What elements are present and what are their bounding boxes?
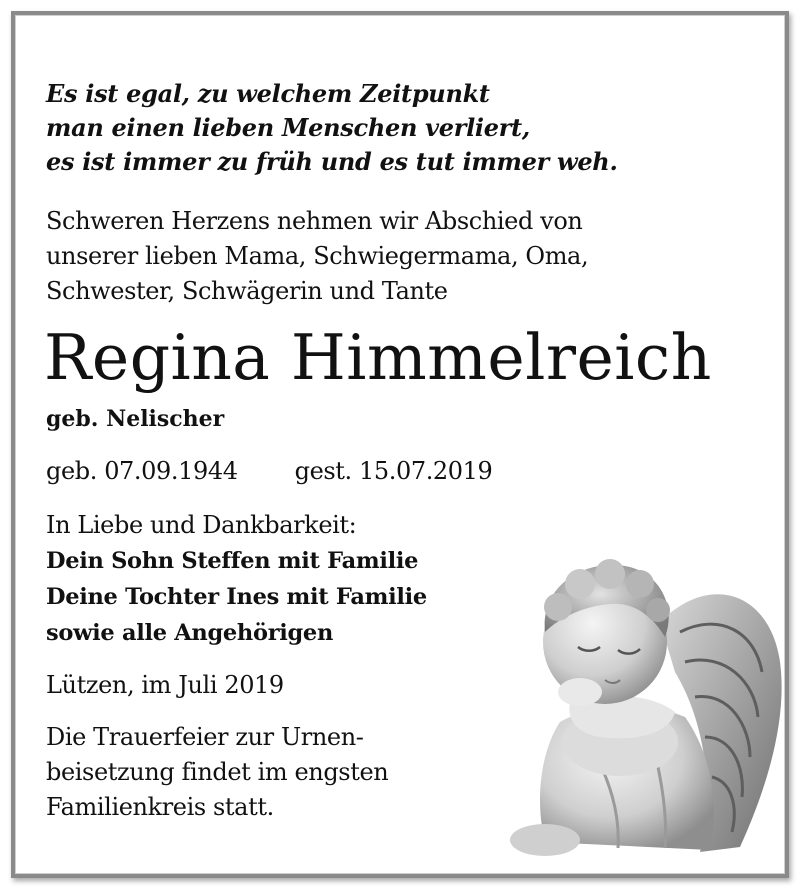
- sleeping-angel-figure-icon: [500, 552, 790, 857]
- death-date: gest. 15.07.2019: [294, 457, 493, 485]
- maiden-name: geb. Nelischer: [46, 406, 225, 432]
- intro-line: unserer lieben Mama, Schwiegermama, Oma,: [46, 242, 589, 270]
- memorial-quote: [46, 77, 618, 179]
- ceremony-line: Familienkreis statt.: [46, 793, 274, 821]
- deceased-name: Regina Himmelreich: [44, 321, 712, 394]
- quote-line: Es ist egal, zu welchem Zeitpunkt: [46, 79, 490, 108]
- mourner-line: Deine Tochter Ines mit Familie: [46, 584, 427, 610]
- life-dates: [46, 454, 492, 488]
- place-and-date: Lützen, im Juli 2019: [46, 671, 284, 699]
- quote-line: man einen lieben Menschen verliert,: [46, 113, 530, 142]
- ceremony-note: [46, 720, 388, 825]
- mourner-line: Dein Sohn Steffen mit Familie: [46, 548, 419, 574]
- farewell-intro: [46, 204, 588, 309]
- intro-line: Schweren Herzens nehmen wir Abschied von: [46, 207, 583, 235]
- ceremony-line: Die Trauerfeier zur Urnen-: [46, 723, 364, 751]
- mourners: [46, 507, 427, 651]
- quote-line: es ist immer zu früh und es tut immer weh.: [46, 147, 618, 176]
- intro-line: Schwester, Schwägerin und Tante: [46, 277, 448, 305]
- ceremony-line: beisetzung findet im engsten: [46, 758, 389, 786]
- birth-date: geb. 07.09.1944: [46, 457, 238, 485]
- mourner-line: sowie alle Angehörigen: [46, 620, 333, 646]
- mourners-heading: In Liebe und Dankbarkeit:: [46, 511, 357, 539]
